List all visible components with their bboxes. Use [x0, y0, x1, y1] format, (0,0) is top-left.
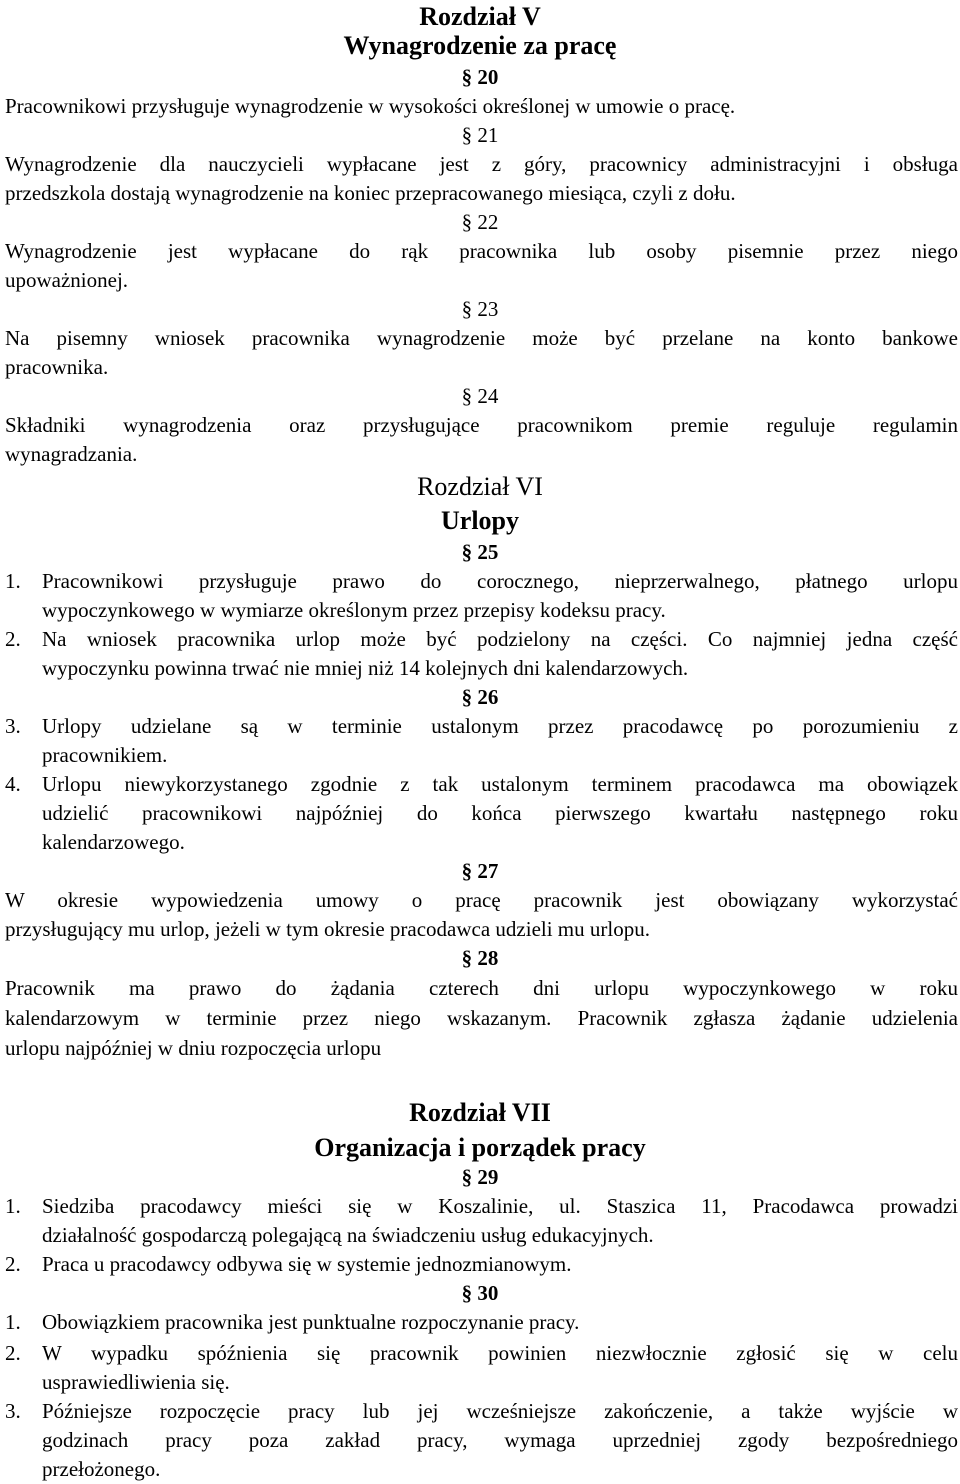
- paragraph-number: 27: [477, 859, 499, 883]
- text-line: kalendarzowego.: [42, 830, 185, 854]
- section-sign: §: [461, 123, 473, 147]
- paragraph-number: 29: [477, 1165, 499, 1189]
- text-line: działalność gospodarczą polegającą na świadczeniu usług edukacyjnych.: [42, 1223, 654, 1247]
- text-line: Składniki wynagrodzenia oraz przysługujące pracownikom premie reguluje regulamin: [5, 413, 958, 437]
- chapter-6-subtitle: Urlopy: [441, 506, 519, 535]
- text-line: przedszkola dostają wynagrodzenie na koniec przepracowanego miesiąca, czyli z dołu.: [5, 181, 736, 205]
- section-sign: §: [461, 540, 473, 564]
- text-line: Siedziba pracodawcy mieści się w Koszalinie, ul. Staszica 11, Pracodawca prowadzi: [42, 1194, 958, 1218]
- text-line: przełożonego.: [42, 1457, 161, 1481]
- text-line: Na wniosek pracownika urlop może być podzielony na części. Co najmniej jedna część: [42, 627, 958, 651]
- list-item: [5, 770, 958, 799]
- text-line: Pracownik ma prawo do żądania czterech dni urlopu wypoczynkowego w roku: [5, 976, 958, 1000]
- paragraph-28-heading: [0, 944, 960, 973]
- list-item: [5, 1397, 958, 1426]
- text-line: wynagradzania.: [5, 442, 138, 466]
- chapter-7-subtitle: Organizacja i porządek pracy: [314, 1133, 646, 1162]
- list-item: [5, 625, 958, 654]
- item-number: 3.: [5, 1399, 21, 1423]
- text-line: Urlopy udzielane są w terminie ustalonym przez pracodawcę po porozumieniu z: [42, 714, 958, 738]
- text-line: Pracownikowi przysługuje prawo do corocznego, nieprzerwalnego, płatnego urlopu: [42, 569, 958, 593]
- chapter-5-title: Rozdział V: [419, 2, 541, 31]
- paragraph-number: 20: [477, 65, 499, 89]
- text-line: Wynagrodzenie jest wypłacane do rąk pracownika lub osoby pisemnie przez niego: [5, 239, 958, 263]
- text-line: udzielić pracownikowi najpóźniej do końca pierwszego kwartału następnego roku: [42, 801, 958, 825]
- paragraph-27-heading: [0, 857, 960, 886]
- item-number: 2.: [5, 1252, 21, 1276]
- section-sign: §: [461, 210, 473, 234]
- paragraph-number: 26: [477, 685, 499, 709]
- text-line: Obowiązkiem pracownika jest punktualne rozpoczynanie pracy.: [42, 1310, 580, 1334]
- text-line: Późniejsze rozpoczęcie pracy lub jej wcześniejsze zakończenie, a także wyjście w: [42, 1399, 958, 1423]
- paragraph-20-heading: [0, 63, 960, 92]
- section-sign: §: [461, 859, 473, 883]
- paragraph-number: 23: [477, 297, 499, 321]
- text-line: kalendarzowym w terminie przez niego wskazanym. Pracownik zgłasza żądanie udzielenia: [5, 1006, 958, 1030]
- item-number: 3.: [5, 714, 21, 738]
- paragraph-23-heading: [0, 295, 960, 324]
- item-number: 2.: [5, 627, 21, 651]
- item-number: 2.: [5, 1341, 21, 1365]
- text-line: upoważnionej.: [5, 268, 129, 292]
- item-number: 1.: [5, 1194, 21, 1218]
- text-line: Na pisemny wniosek pracownika wynagrodzenie może być przelane na konto bankowe: [5, 326, 958, 350]
- text-line: Praca u pracodawcy odbywa się w systemie jednozmianowym.: [42, 1252, 572, 1276]
- item-number: 1.: [5, 1310, 21, 1334]
- text-line: W okresie wypowiedzenia umowy o pracę pracownik jest obowiązany wykorzystać: [5, 888, 958, 912]
- text-line: usprawiedliwienia się.: [42, 1370, 230, 1394]
- text-line: W wypadku spóźnienia się pracownik powinien niezwłocznie zgłosić się w celu: [42, 1341, 958, 1365]
- list-item: [5, 1339, 958, 1368]
- paragraph-number: 28: [477, 946, 499, 970]
- text-line: wypoczynku powinna trwać nie mniej niż 14 kolejnych dni kalendarzowych.: [42, 656, 689, 680]
- text-line: przysługujący mu urlop, jeżeli w tym okresie pracodawca udzieli mu urlopu.: [5, 917, 650, 941]
- section-sign: §: [461, 297, 473, 321]
- paragraph-number: 25: [477, 540, 499, 564]
- section-sign: §: [461, 685, 473, 709]
- section-sign: §: [461, 384, 473, 408]
- chapter-7-title: Rozdział VII: [409, 1098, 551, 1127]
- chapter-5-subtitle: Wynagrodzenie za pracę: [343, 31, 617, 60]
- text-line: urlopu najpóźniej w dniu rozpoczęcia urlopu: [5, 1036, 382, 1060]
- paragraph-number: 24: [477, 384, 499, 408]
- list-item: [5, 567, 958, 596]
- text-line: Wynagrodzenie dla nauczycieli wypłacane jest z góry, pracownicy administracyjni i obsługa: [5, 152, 958, 176]
- section-sign: §: [461, 65, 473, 89]
- paragraph-22-heading: [0, 208, 960, 237]
- text-line: pracownika.: [5, 355, 109, 379]
- paragraph-29-heading: [0, 1163, 960, 1192]
- chapter-6-title: Rozdział VI: [417, 472, 543, 501]
- list-item: [5, 1192, 958, 1221]
- text-line: wypoczynkowego w wymiarze określonym przez przepisy kodeksu pracy.: [42, 598, 666, 622]
- text-line: pracownikiem.: [42, 743, 168, 767]
- list-item: [5, 1308, 958, 1337]
- paragraph-26-heading: [0, 683, 960, 712]
- section-sign: §: [461, 1281, 473, 1305]
- item-number: 4.: [5, 772, 21, 796]
- list-item: [5, 1250, 958, 1279]
- text-line: Pracownikowi przysługuje wynagrodzenie w wysokości określonej w umowie o pracę.: [5, 94, 736, 118]
- paragraph-21-heading: [0, 121, 960, 150]
- paragraph-number: 30: [477, 1281, 499, 1305]
- section-sign: §: [461, 946, 473, 970]
- paragraph-30-heading: [0, 1279, 960, 1308]
- list-item: [5, 712, 958, 741]
- paragraph-number: 21: [477, 123, 499, 147]
- paragraph-25-heading: [0, 538, 960, 567]
- paragraph-number: 22: [477, 210, 499, 234]
- item-number: 1.: [5, 569, 21, 593]
- section-sign: §: [461, 1165, 473, 1189]
- paragraph-24-heading: [0, 382, 960, 411]
- text-line: godzinach pracy poza zakład pracy, wymaga uprzedniej zgody bezpośredniego: [42, 1428, 958, 1452]
- text-line: Urlopu niewykorzystanego zgodnie z tak ustalonym terminem pracodawca ma obowiązek: [42, 772, 958, 796]
